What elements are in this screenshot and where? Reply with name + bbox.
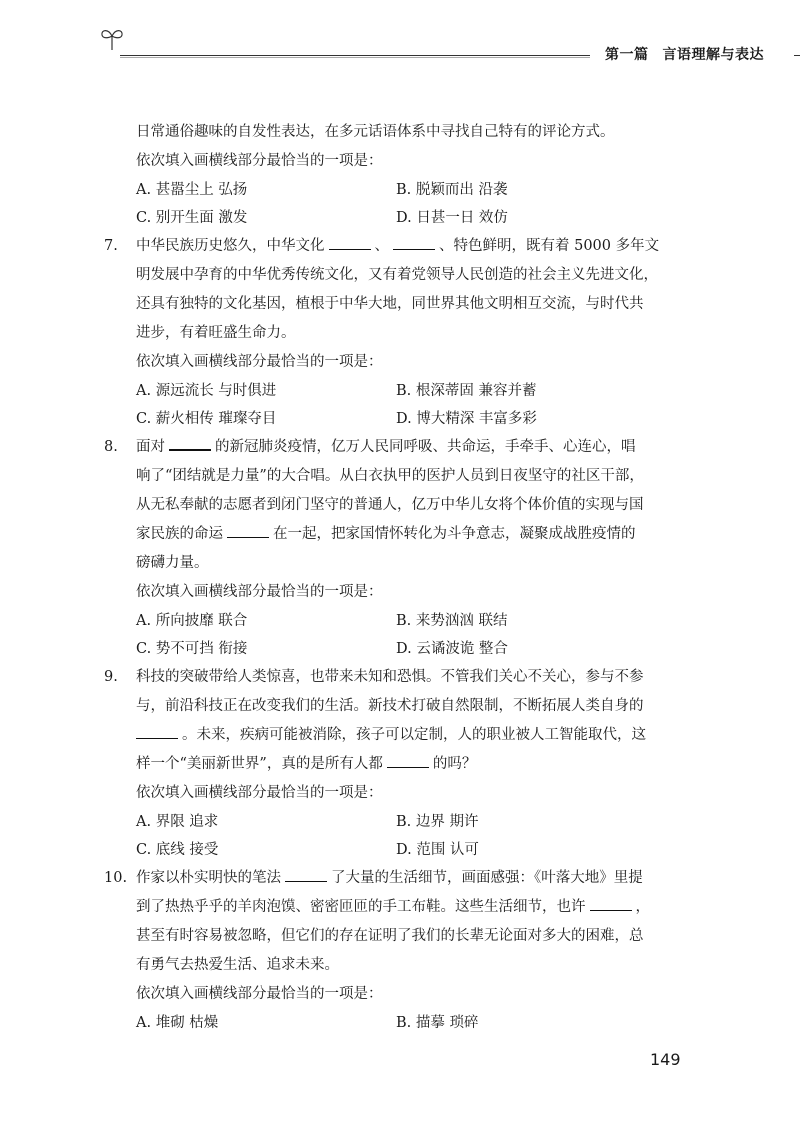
q10-option-b: B. 描摹 琐碎 [396, 1015, 479, 1031]
q7-line-4: 进步，有着旺盛生命力。 [136, 325, 296, 341]
q9-blank-1 [136, 724, 178, 739]
chapter-title [605, 44, 764, 64]
header-rule-right [794, 55, 800, 56]
q7-line-1 [104, 232, 704, 261]
q10-number: 10. [104, 870, 128, 886]
q9-option-c: C. 底线 接受 [136, 842, 219, 858]
q7-options-row-2 [104, 405, 704, 433]
q7-option-b: B. 根深蒂固 兼容并蓄 [396, 383, 537, 399]
q7-blank-1 [329, 235, 371, 250]
q8-text: 在一起，把家国情怀转化为斗争意志，凝聚成战胜疫情的 [273, 526, 636, 542]
intro-options-row-2 [104, 204, 704, 232]
q7-options-row-1 [104, 377, 704, 405]
sprout-icon [100, 26, 124, 52]
q7-blank-2 [393, 235, 435, 250]
q10-options-row-1 [104, 1009, 704, 1037]
intro-options-row-1 [104, 176, 704, 204]
q7-text: 、 [374, 238, 389, 254]
q10-line-1 [104, 864, 704, 893]
intro-option-a: A. 甚嚣尘上 弘扬 [136, 182, 248, 198]
section-title: 言语理解与表达 [662, 47, 764, 63]
q8-option-b: B. 来势汹汹 联结 [396, 613, 508, 629]
q10-text: 到了热热乎乎的羊肉泡馍、密密匝匝的手工布鞋。这些生活细节，也许 [136, 899, 586, 915]
q7-text: 中华民族历史悠久，中华文化 [136, 238, 325, 254]
q10-option-a: A. 堆砌 枯燥 [136, 1015, 219, 1031]
q10-blank-1 [285, 867, 327, 882]
q9-line-2: 与，前沿科技正在改变我们的生活。新技术打破自然限制，不断拓展人类自身的 [136, 698, 644, 714]
q8-options-row-2 [104, 635, 704, 663]
part-label: 第一篇 [605, 47, 649, 63]
q8-line-5: 磅礴力量。 [136, 555, 209, 571]
q7-text: 、特色鲜明，既有着 5000 多年文 [439, 238, 660, 254]
q8-option-a: A. 所向披靡 联合 [136, 613, 248, 629]
intro-text: 日常通俗趣味的自发性表达，在多元话语体系中寻找自己特有的评论方式。 [136, 124, 615, 140]
q7-line-2: 明发展中孕育的中华优秀传统文化，又有着党领导人民创造的社会主义先进文化， [136, 267, 658, 283]
q9-line-4 [104, 750, 704, 779]
q8-line-3: 从无私奉献的志愿者到闭门坚守的普通人，亿万中华儿女将个体价值的实现与国 [136, 497, 644, 513]
q7-option-d: D. 博大精深 丰富多彩 [396, 411, 537, 427]
q7-line-3: 还具有独特的文化基因，植根于中华大地，同世界其他文明相互交流，与时代共 [136, 296, 644, 312]
q9-option-a: A. 界限 追求 [136, 814, 219, 830]
q8-blank-2 [227, 523, 269, 538]
q7-option-a: A. 源远流长 与时俱进 [136, 383, 277, 399]
q10-text: ， [635, 899, 650, 915]
q9-prompt: 依次填入画横线部分最恰当的一项是： [136, 785, 383, 801]
q9-line-3 [104, 721, 704, 750]
q9-text: 科技的突破带给人类惊喜，也带来未知和恐惧。不管我们关心不关心，参与不参 [136, 669, 644, 685]
page-header [100, 26, 800, 66]
q8-line-1 [104, 433, 704, 462]
q10-line-3: 甚至有时容易被忽略，但它们的存在证明了我们的长辈无论面对多大的困难，总 [136, 928, 644, 944]
q10-text: 了大量的生活细节，画面感强：《叶落大地》里提 [331, 870, 643, 886]
header-rule-left [120, 55, 590, 56]
q9-text: 的吗？ [432, 756, 477, 772]
q9-options-row-2 [104, 836, 704, 864]
q10-blank-2 [590, 896, 632, 911]
q8-option-d: D. 云谲波诡 整合 [396, 641, 508, 657]
intro-option-d: D. 日甚一日 效仿 [396, 210, 508, 226]
q7-number: 7. [104, 238, 118, 254]
q7-option-c: C. 薪火相传 璀璨夺目 [136, 411, 277, 427]
q9-option-b: B. 边界 期许 [396, 814, 479, 830]
q8-prompt: 依次填入画横线部分最恰当的一项是： [136, 584, 383, 600]
intro-prompt: 依次填入画横线部分最恰当的一项是： [136, 153, 383, 169]
q8-text: 的新冠肺炎疫情，亿万人民同呼吸、共命运，手牵手、心连心，唱 [215, 439, 636, 455]
q10-line-2 [104, 893, 704, 922]
q9-line-1 [104, 663, 704, 692]
q8-option-c: C. 势不可挡 衔接 [136, 641, 248, 657]
q9-options-row-1 [104, 808, 704, 836]
q9-blank-2 [387, 753, 429, 768]
page-number: 149 [650, 1050, 681, 1069]
q8-blank-1 [169, 435, 211, 451]
q8-options-row-1 [104, 607, 704, 635]
q8-text: 家民族的命运 [136, 526, 223, 542]
q9-option-d: D. 范围 认可 [396, 842, 479, 858]
q9-number: 9. [104, 669, 118, 685]
q9-text: 。未来，疾病可能被消除，孩子可以定制，人的职业被人工智能取代，这 [182, 727, 646, 743]
intro-option-c: C. 别开生面 激发 [136, 210, 248, 226]
q7-prompt: 依次填入画横线部分最恰当的一项是： [136, 354, 383, 370]
intro-option-b: B. 脱颖而出 沿袭 [396, 182, 508, 198]
q8-number: 8. [104, 439, 118, 455]
q8-text: 面对 [136, 439, 165, 455]
header-rule-left-thin [120, 57, 590, 58]
q10-text: 作家以朴实明快的笔法 [136, 870, 281, 886]
q9-text: 样一个“美丽新世界”，真的是所有人都 [136, 756, 383, 772]
page-content [104, 118, 704, 1037]
q8-line-2: 响了“团结就是力量”的大合唱。从白衣执甲的医护人员到日夜坚守的社区干部， [136, 468, 644, 484]
q10-line-4: 有勇气去热爱生活、追求未来。 [136, 957, 339, 973]
q8-line-4 [104, 520, 704, 549]
q10-prompt: 依次填入画横线部分最恰当的一项是： [136, 986, 383, 1002]
